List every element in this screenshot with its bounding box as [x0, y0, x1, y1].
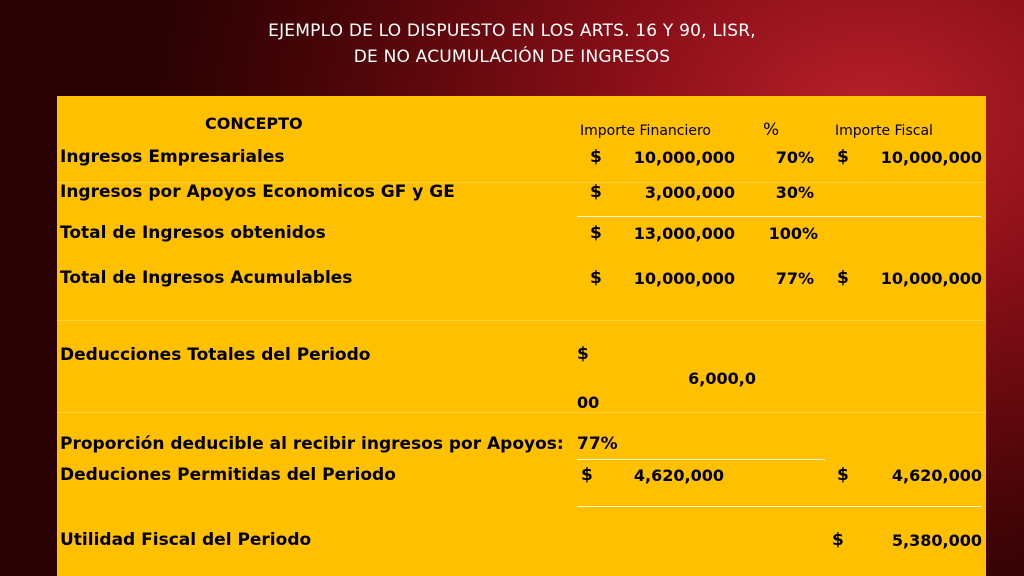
fiscal-amount: 4,620,000: [891, 466, 982, 485]
slide-title: [0, 18, 1024, 70]
row-label: Total de Ingresos Acumulables: [60, 268, 353, 288]
currency-symbol: $: [590, 147, 602, 167]
row-label: Total de Ingresos obtenidos: [60, 223, 326, 243]
underline-rule: [577, 216, 981, 217]
underline-rule: [577, 506, 981, 507]
row-label: Deducciones Totales del Periodo: [60, 345, 371, 365]
currency-symbol: $: [577, 344, 589, 364]
currency-symbol: $: [837, 268, 849, 288]
currency-symbol: $: [832, 530, 844, 550]
percent-value: 30%: [775, 183, 814, 202]
fiscal-amount: 5,380,000: [891, 531, 982, 550]
row-label: Deduciones Permitidas del Periodo: [60, 465, 396, 485]
underline-rule: [577, 459, 825, 460]
percent-value: 70%: [775, 148, 814, 167]
header-importe-fiscal: Importe Fiscal: [835, 123, 933, 139]
financial-amount-part: 6,000,0: [688, 369, 756, 388]
header-importe-financiero: Importe Financiero: [580, 123, 711, 139]
financial-amount: 13,000,000: [633, 224, 735, 243]
currency-symbol: $: [590, 223, 602, 243]
fiscal-amount: 10,000,000: [880, 148, 982, 167]
header-concepto: CONCEPTO: [205, 114, 303, 133]
row-label: Utilidad Fiscal del Periodo: [60, 530, 312, 550]
currency-symbol: $: [590, 268, 602, 288]
income-table: [57, 96, 986, 576]
financial-amount-part: 00: [577, 393, 600, 412]
title-line-2: DE NO ACUMULACIÓN DE INGRESOS: [353, 47, 671, 67]
percent-value: 77%: [775, 269, 814, 288]
proportion-value: 77%: [577, 434, 618, 454]
financial-amount: 10,000,000: [633, 148, 735, 167]
currency-symbol: $: [837, 147, 849, 167]
currency-symbol: $: [581, 465, 593, 485]
row-label: Ingresos por Apoyos Economicos GF y GE: [60, 182, 455, 202]
percent-value: 100%: [768, 224, 818, 243]
row-label: Ingresos Empresariales: [60, 147, 285, 167]
currency-symbol: $: [590, 182, 602, 202]
currency-symbol: $: [837, 465, 849, 485]
row-divider: [57, 412, 986, 413]
header-percent: %: [763, 120, 780, 140]
financial-amount: 10,000,000: [633, 269, 735, 288]
financial-amount: 4,620,000: [633, 466, 724, 485]
row-label: Proporción deducible al recibir ingresos por Apoyos:: [60, 434, 564, 454]
title-line-1: EJEMPLO DE LO DISPUESTO EN LOS ARTS. 16 Y 90, LISR,: [268, 21, 756, 41]
row-divider: [57, 320, 986, 321]
financial-amount: 3,000,000: [644, 183, 735, 202]
fiscal-amount: 10,000,000: [880, 269, 982, 288]
